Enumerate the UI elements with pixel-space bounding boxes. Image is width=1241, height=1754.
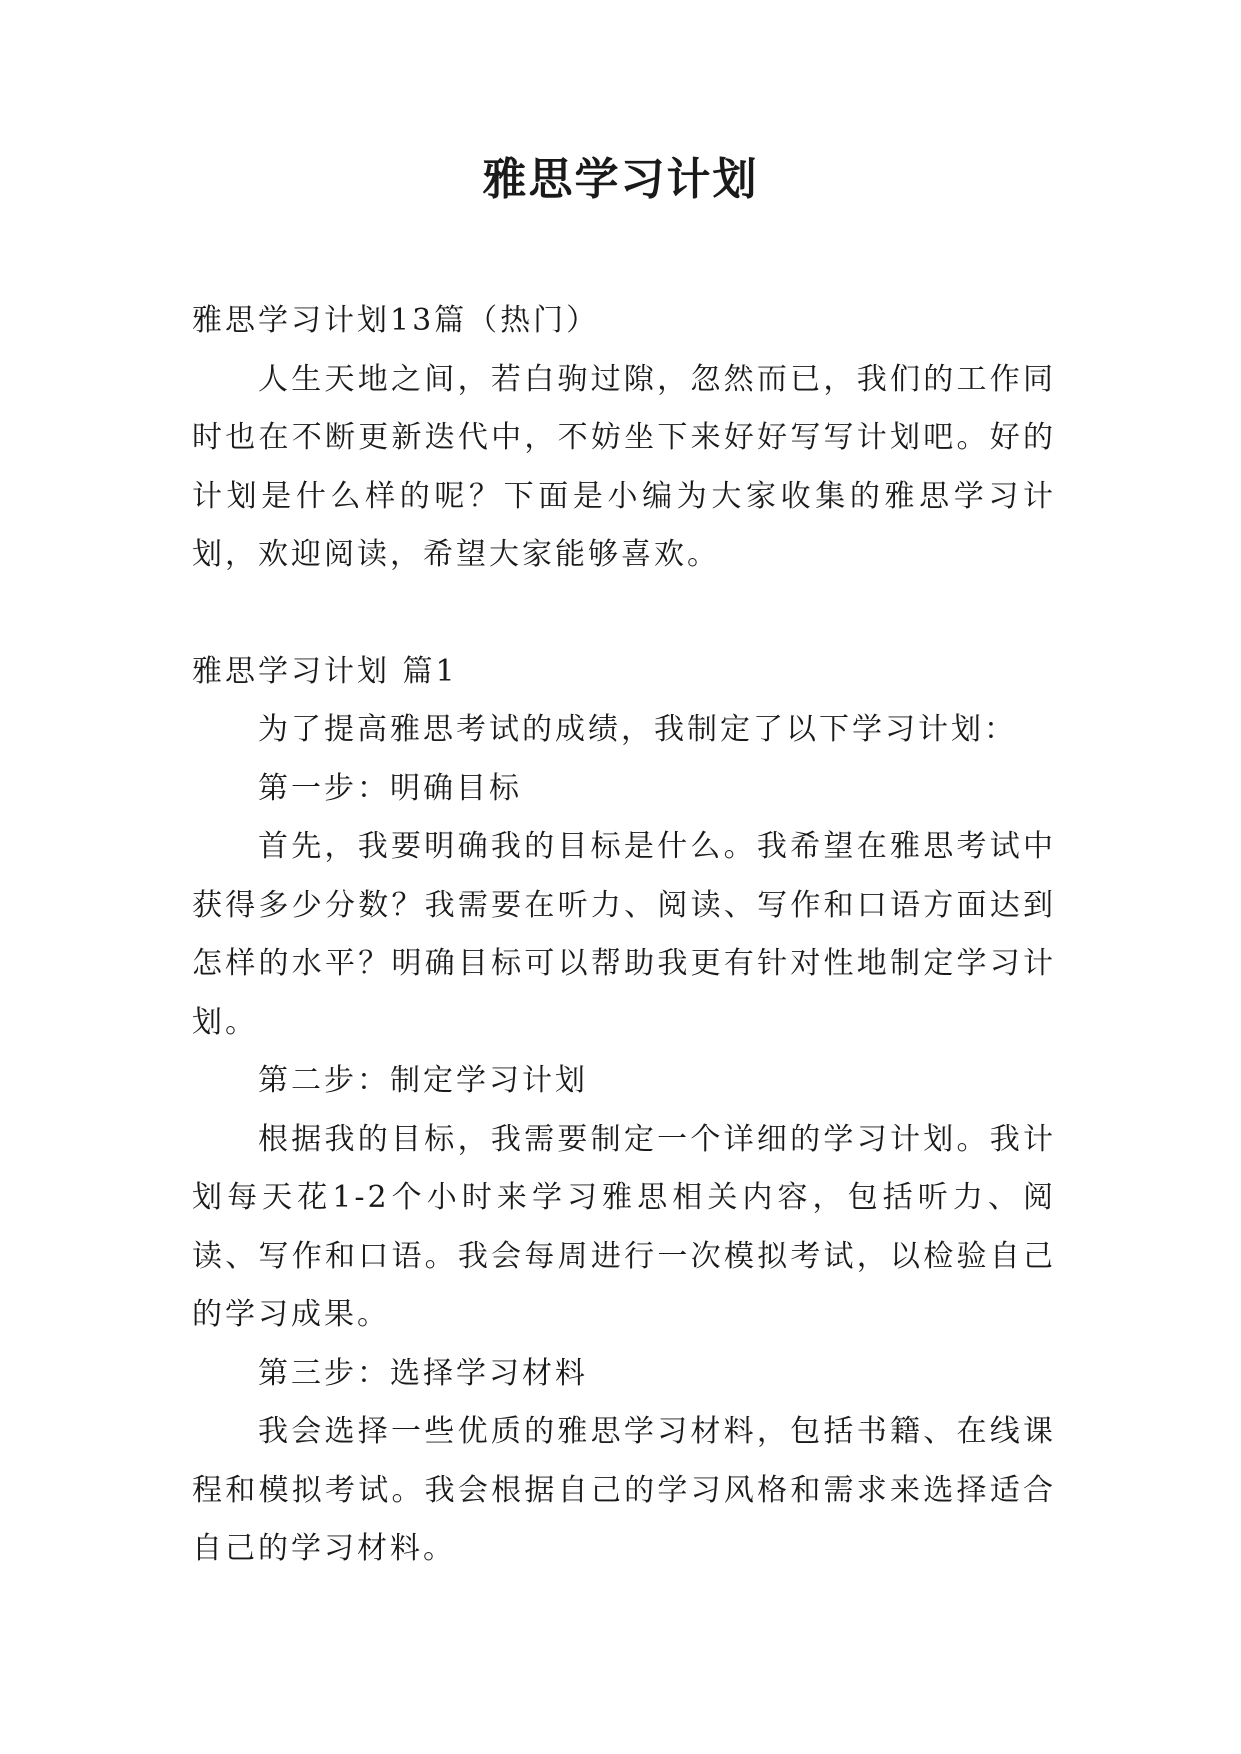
step3-heading: 第三步：选择学习材料 (258, 1355, 588, 1391)
step2-paragraph: 根据我的目标，我需要制定一个详细的学习计划。我计划每天花1-2个小时来学习雅思相关内容，包括听力、阅读、写作和口语。我会每周进行一次模拟考试，以检验自己的学习成果。 (192, 1121, 1056, 1332)
document-body (192, 292, 1056, 1579)
step1-heading: 第一步：明确目标 (258, 770, 522, 806)
intro-paragraph: 人生天地之间，若白驹过隙，忽然而已，我们的工作同时也在不断更新迭代中，不妨坐下来好好写写计划吧。好的计划是什么样的呢？下面是小编为大家收集的雅思学习计划，欢迎阅读，希望大家能够喜欢。 (192, 361, 1056, 572)
step2-heading: 第二步：制定学习计划 (258, 1063, 588, 1098)
document-title: 雅思学习计划 (482, 154, 759, 205)
section-spacer (192, 585, 1056, 643)
step1-paragraph: 首先，我要明确我的目标是什么。我希望在雅思考试中获得多少分数？我需要在听力、阅读、写作和口语方面达到怎样的水平？明确目标可以帮助我更有针对性地制定学习计划。 (192, 829, 1056, 1040)
document-subtitle: 雅思学习计划13篇（热门） (192, 303, 600, 338)
step3-paragraph: 我会选择一些优质的雅思学习材料，包括书籍、在线课程和模拟考试。我会根据自己的学习风格和需求来选择适合自己的学习材料。 (192, 1414, 1056, 1566)
section-heading: 雅思学习计划 篇1 (192, 653, 458, 689)
opening-paragraph: 为了提高雅思考试的成绩，我制定了以下学习计划： (258, 712, 1017, 747)
